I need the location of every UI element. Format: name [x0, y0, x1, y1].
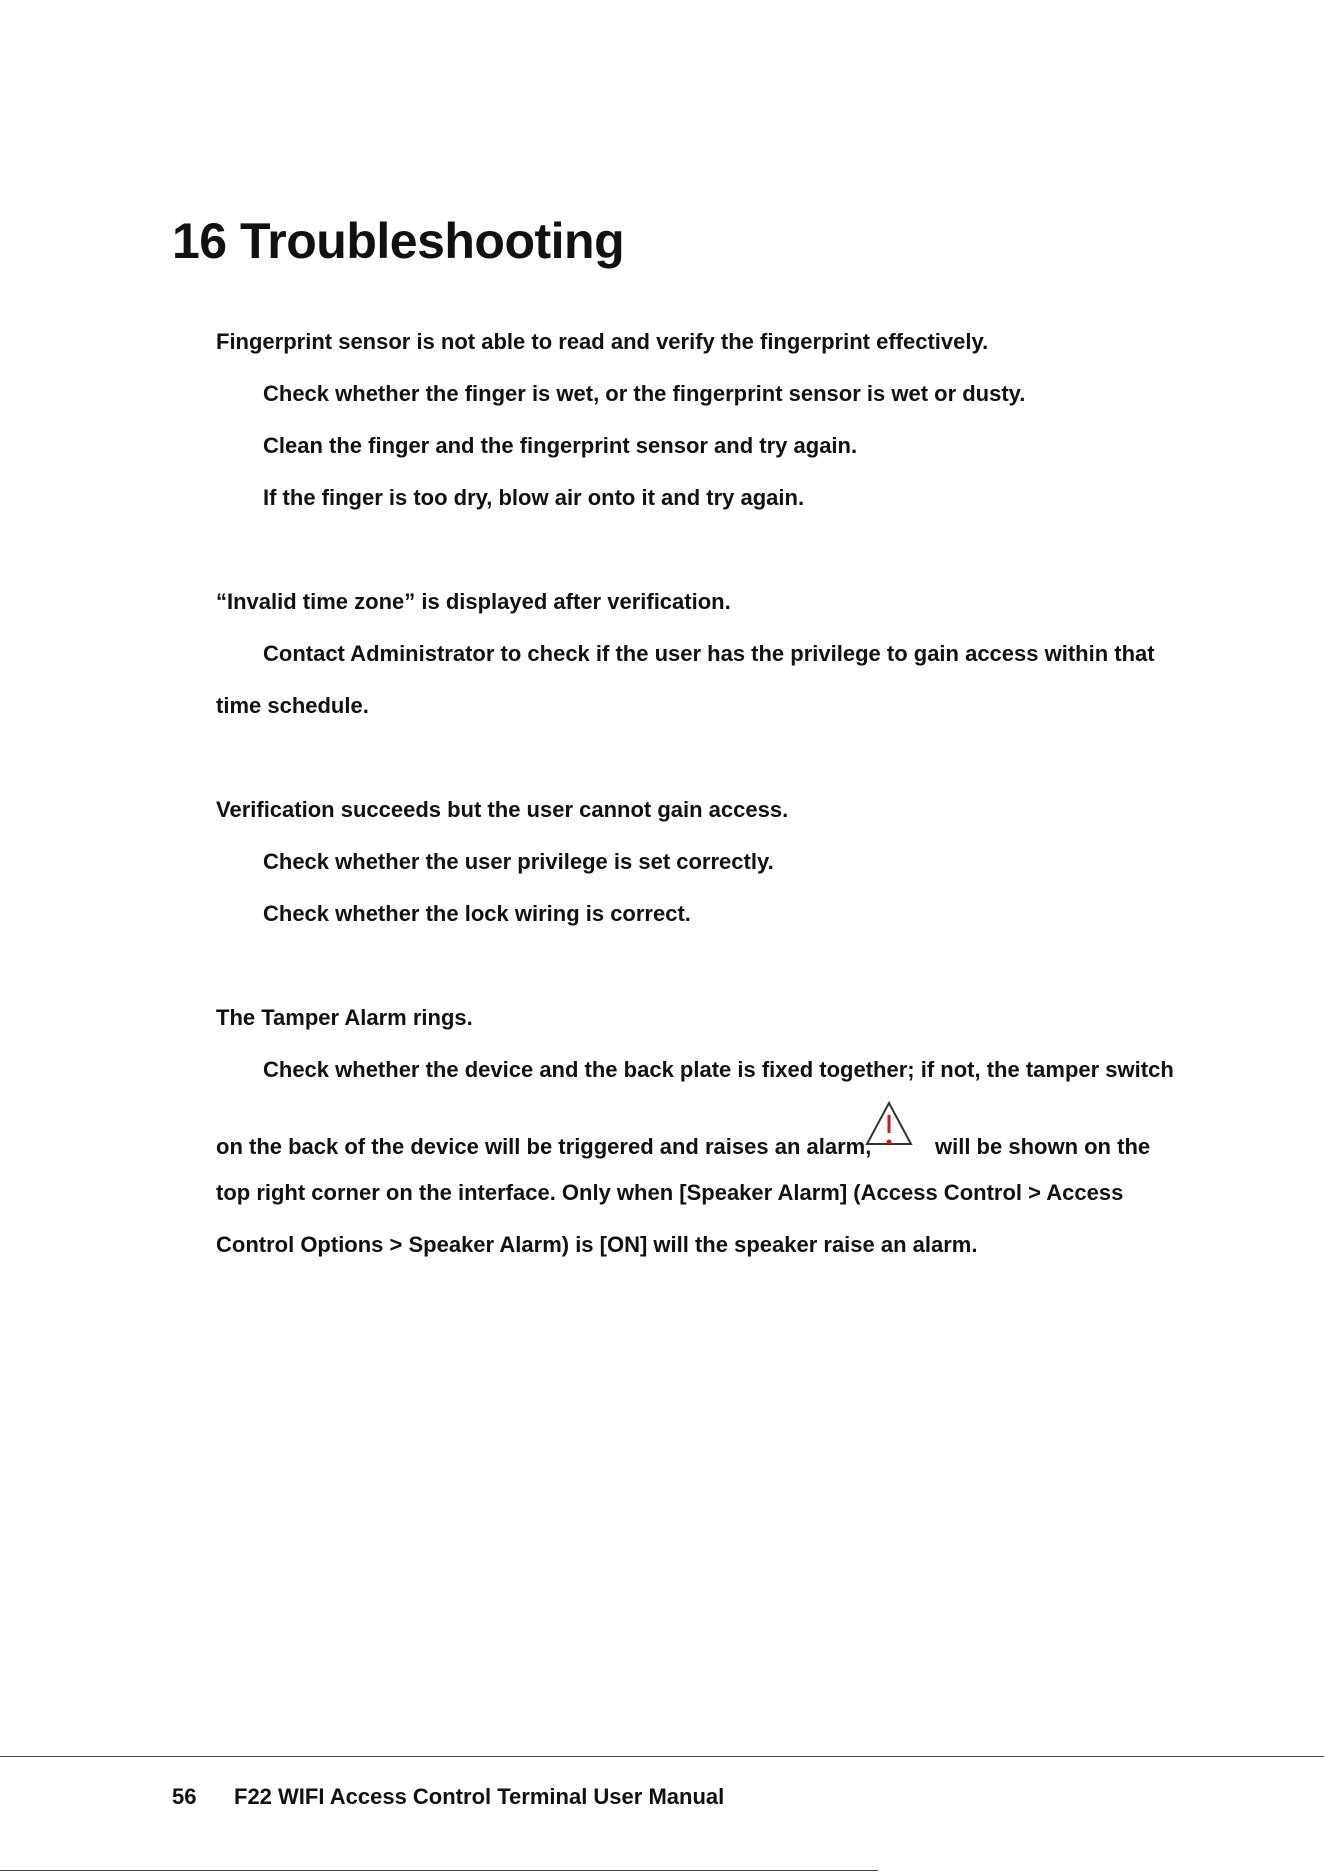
question-fingerprint: Fingerprint sensor is not able to read and verify the fingerprint effectively.	[216, 329, 989, 354]
question-no-access: Verification succeeds but the user cannot gain access.	[216, 797, 789, 822]
page-number: 56	[172, 1784, 197, 1809]
answer-tamper-line3: top right corner on the interface. Only when [Speaker Alarm] (Access Control > Access	[216, 1180, 1124, 1205]
answer-tamper-line2b: will be shown on the	[935, 1134, 1151, 1159]
answer-time-zone-line2: time schedule.	[216, 693, 369, 718]
bottom-divider	[0, 1870, 878, 1871]
answer-no-access-1: Check whether the user privilege is set correctly.	[263, 849, 774, 874]
answer-tamper-line4: Control Options > Speaker Alarm) is [ON] will the speaker raise an alarm.	[216, 1232, 978, 1257]
answer-fingerprint-2: Clean the finger and the fingerprint sensor and try again.	[263, 433, 858, 458]
answer-tamper-line2a: on the back of the device will be triggered and raises an alarm,	[216, 1134, 872, 1159]
question-tamper-alarm: The Tamper Alarm rings.	[216, 1005, 473, 1030]
answer-fingerprint-1: Check whether the finger is wet, or the fingerprint sensor is wet or dusty.	[263, 381, 1026, 406]
footer-divider	[0, 1756, 1324, 1757]
answer-no-access-2: Check whether the lock wiring is correct.	[263, 901, 691, 926]
manual-title: F22 WIFI Access Control Terminal User Manual	[234, 1784, 725, 1809]
answer-tamper-line1: Check whether the device and the back plate is fixed together; if not, the tamper switch	[263, 1057, 1174, 1082]
question-invalid-time-zone: “Invalid time zone” is displayed after verification.	[216, 589, 731, 614]
answer-fingerprint-3: If the finger is too dry, blow air onto it and try again.	[263, 485, 805, 510]
answer-time-zone-line1: Contact Administrator to check if the user has the privilege to gain access within that	[263, 641, 1155, 666]
warning-triangle-icon	[864, 1100, 914, 1150]
page-title: 16 Troubleshooting	[172, 213, 625, 269]
